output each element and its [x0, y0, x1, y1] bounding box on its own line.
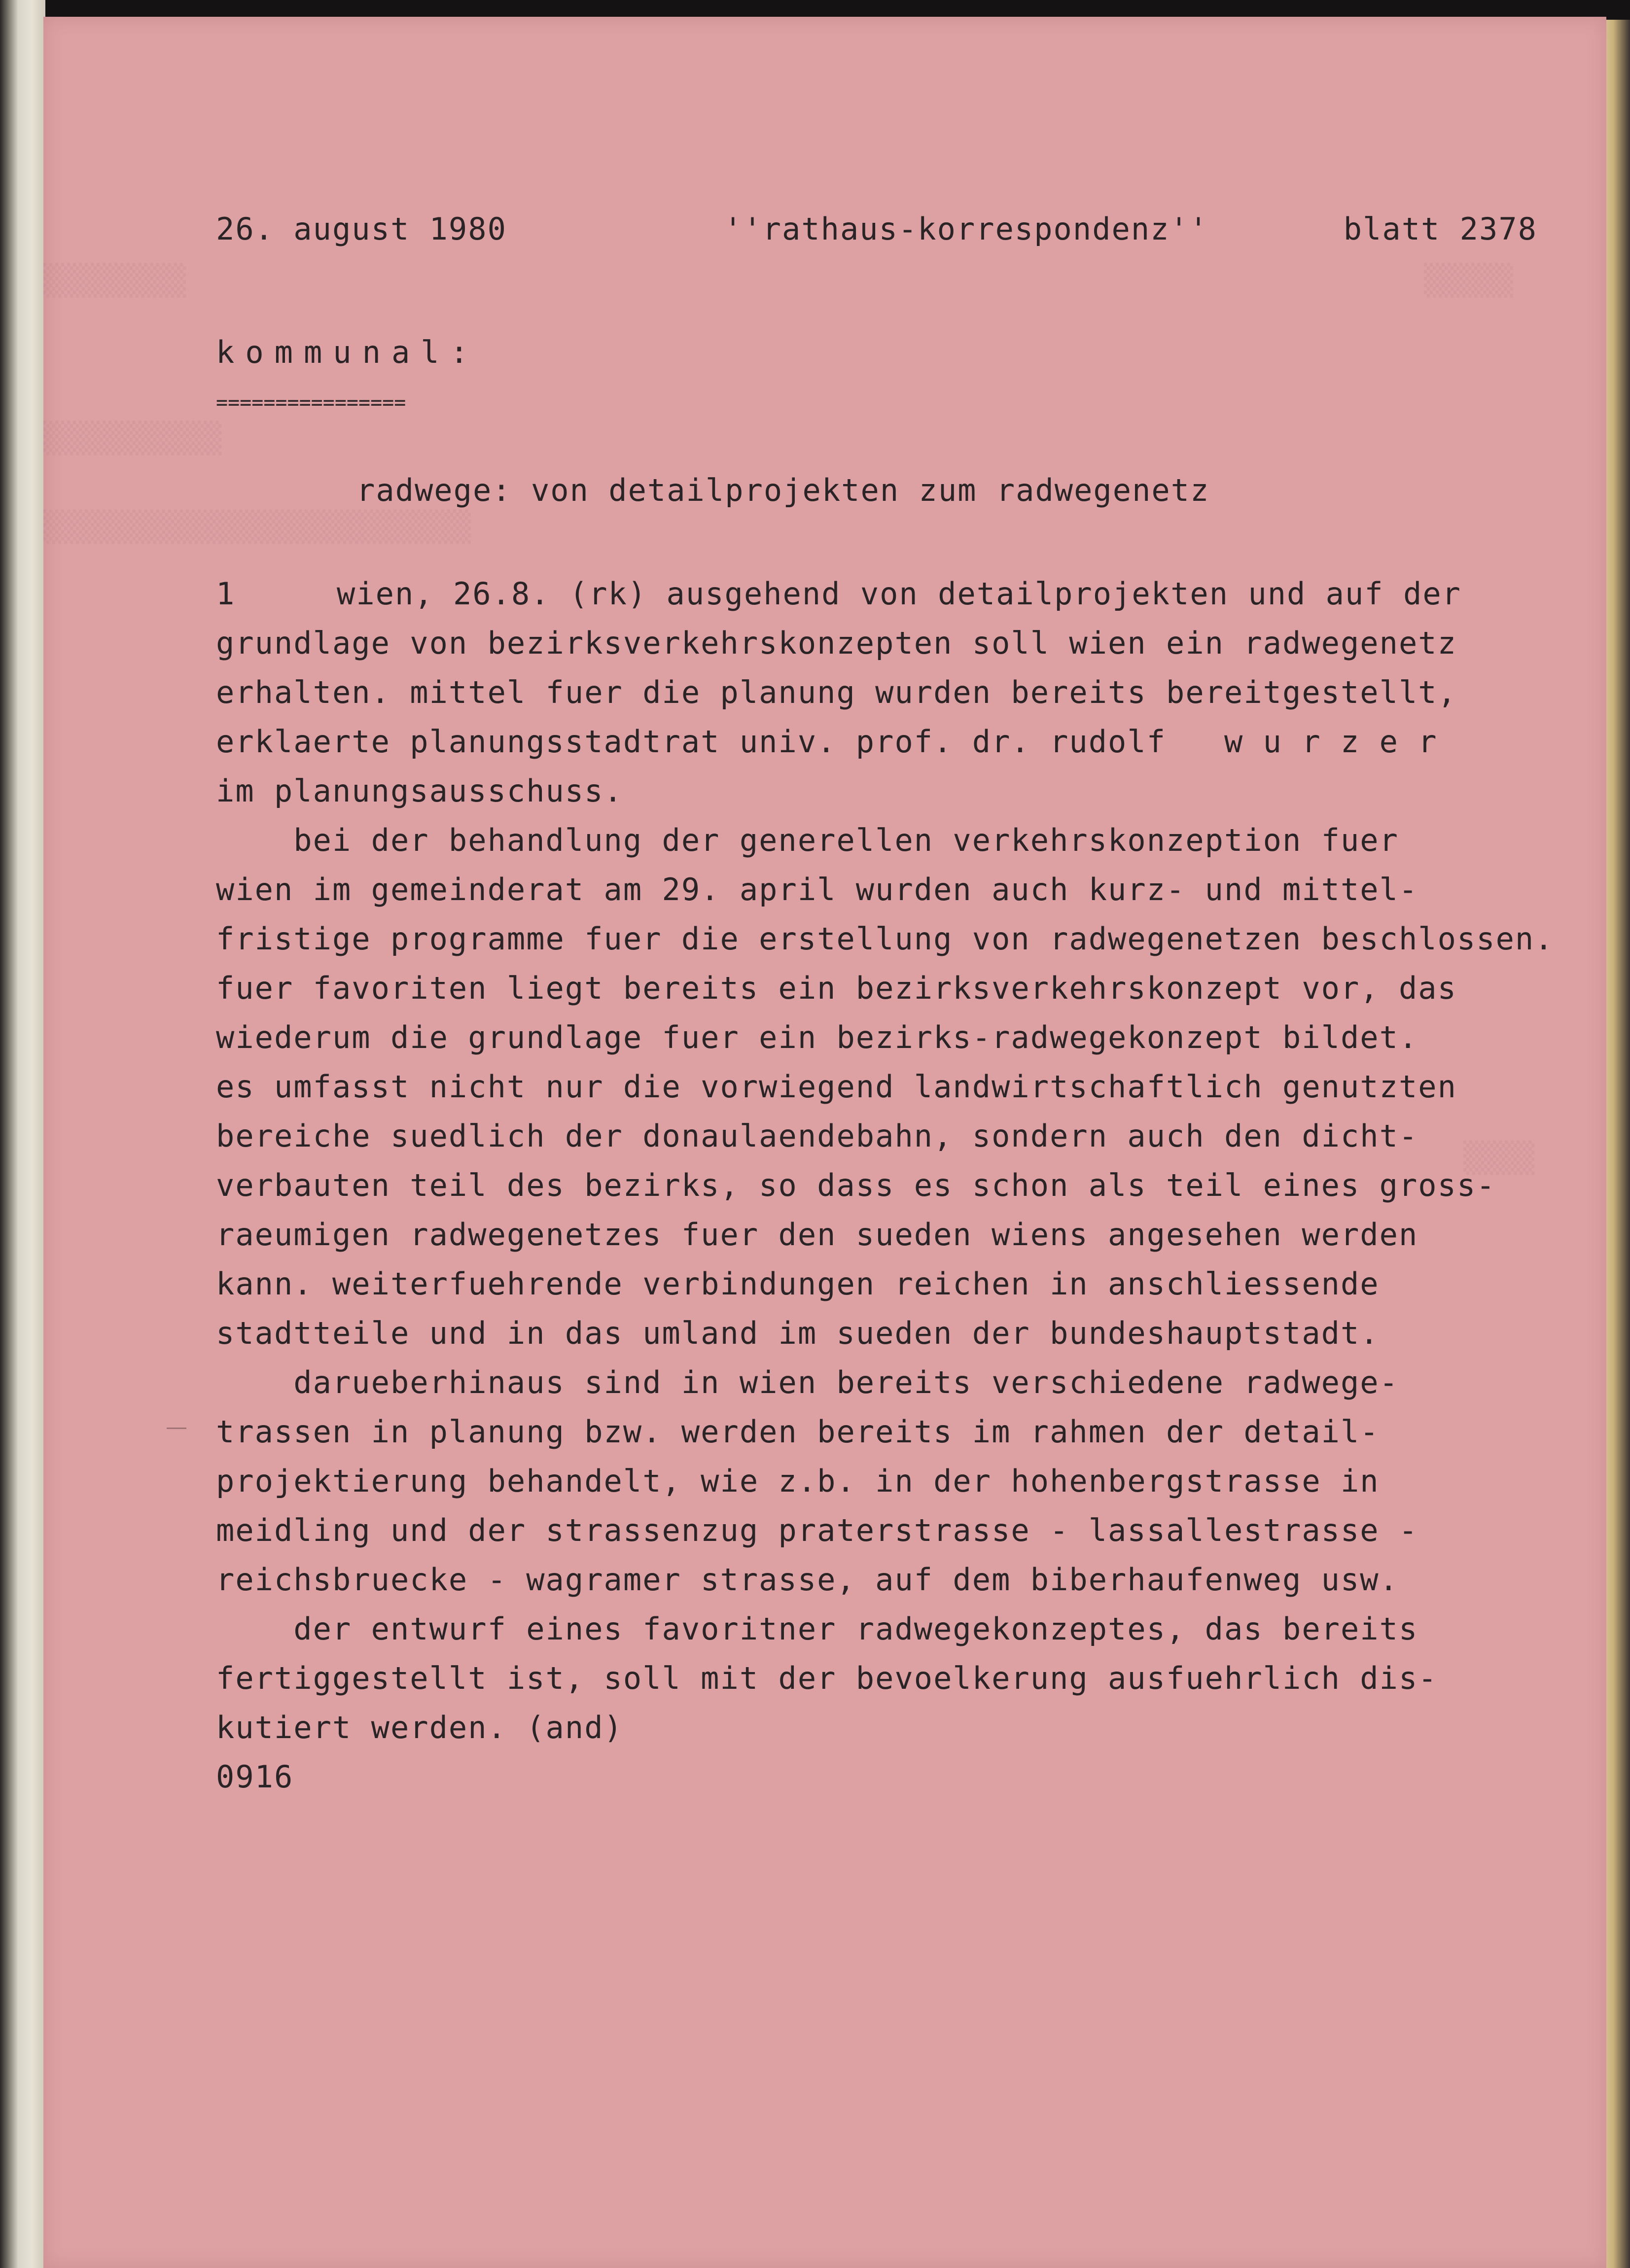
body-line: wien, 26.8. (rk) ausgehend von detailprojekten und auf der — [337, 576, 1461, 612]
section-underline: ================ — [216, 391, 406, 414]
header-date: 26. august 1980 — [216, 211, 507, 247]
section-label: kommunal: — [216, 334, 479, 370]
body-line: reichsbruecke - wagramer strasse, auf dem biberhaufenweg usw. — [216, 1562, 1399, 1598]
ghost-mark: ▒▒▒▒▒ — [1424, 263, 1513, 298]
ghost-mark: ▒▒▒▒▒▒▒▒▒▒ — [43, 421, 222, 455]
ghost-mark: ▒▒▒▒▒▒▒▒ — [43, 263, 186, 298]
body-line: im planungsausschuss. — [216, 773, 623, 809]
binding-edge — [0, 0, 45, 2268]
ghost-mark: ▒▒▒▒▒▒▒▒▒▒▒▒▒▒▒▒▒▒▒▒▒▒▒▒ — [43, 510, 471, 544]
body-line: fuer favoriten liegt bereits ein bezirksverkehrskonzept vor, das — [216, 970, 1457, 1006]
body-line: stadtteile und in das umland im sueden der bundeshauptstadt. — [216, 1315, 1380, 1351]
body-line: bei der behandlung der generellen verkehrskonzeption fuer — [216, 822, 1399, 858]
body-line: der entwurf eines favoritner radwegekonzeptes, das bereits — [216, 1611, 1418, 1647]
body-line: fristige programme fuer die erstellung von radwegenetzen beschlossen. — [216, 921, 1554, 957]
body-line: grundlage von bezirksverkehrskonzepten soll wien ein radwegenetz — [216, 625, 1457, 661]
body-line: erklaerte planungsstadtrat univ. prof. dr. rudolf w u r z e r — [216, 724, 1438, 760]
margin-mark — [167, 1428, 186, 1429]
article-headline: radwege: von detailprojekten zum radwegenetz — [356, 472, 1210, 508]
body-line: raeumigen radwegenetzes fuer den sueden wiens angesehen werden — [216, 1217, 1418, 1253]
typewritten-page — [43, 17, 1606, 2268]
body-line: fertiggestellt ist, soll mit der bevoelkerung ausfuehrlich dis- — [216, 1660, 1438, 1696]
body-line: darueberhinaus sind in wien bereits verschiedene radwege- — [216, 1364, 1399, 1400]
body-line: erhalten. mittel fuer die planung wurden bereits bereitgestellt, — [216, 674, 1457, 710]
ghost-mark: ▒▒▒▒ — [1463, 1141, 1535, 1175]
release-code: 0916 — [216, 1759, 294, 1795]
body-line: bereiche suedlich der donaulaendebahn, sondern auch den dicht- — [216, 1118, 1418, 1154]
body-line: wiederum die grundlage fuer ein bezirks-radwegekonzept bildet. — [216, 1019, 1418, 1055]
item-number: 1 — [216, 576, 236, 612]
body-line: trassen in planung bzw. werden bereits im rahmen der detail- — [216, 1414, 1380, 1450]
body-line: es umfasst nicht nur die vorwiegend landwirtschaftlich genutzten — [216, 1069, 1457, 1105]
body-line: kutiert werden. (and) — [216, 1710, 623, 1745]
body-line: projektierung behandelt, wie z.b. in der hohenbergstrasse in — [216, 1463, 1380, 1499]
header-publication: ''rathaus-korrespondenz'' — [724, 211, 1209, 247]
body-line: verbauten teil des bezirks, so dass es schon als teil eines gross- — [216, 1167, 1496, 1203]
body-line: kann. weiterfuehrende verbindungen reichen in anschliessende — [216, 1266, 1380, 1302]
header-sheet-number: blatt 2378 — [1343, 211, 1537, 247]
body-line: meidling und der strassenzug praterstrasse - lassallestrasse - — [216, 1512, 1418, 1548]
body-line: wien im gemeinderat am 29. april wurden auch kurz- und mittel- — [216, 872, 1418, 907]
